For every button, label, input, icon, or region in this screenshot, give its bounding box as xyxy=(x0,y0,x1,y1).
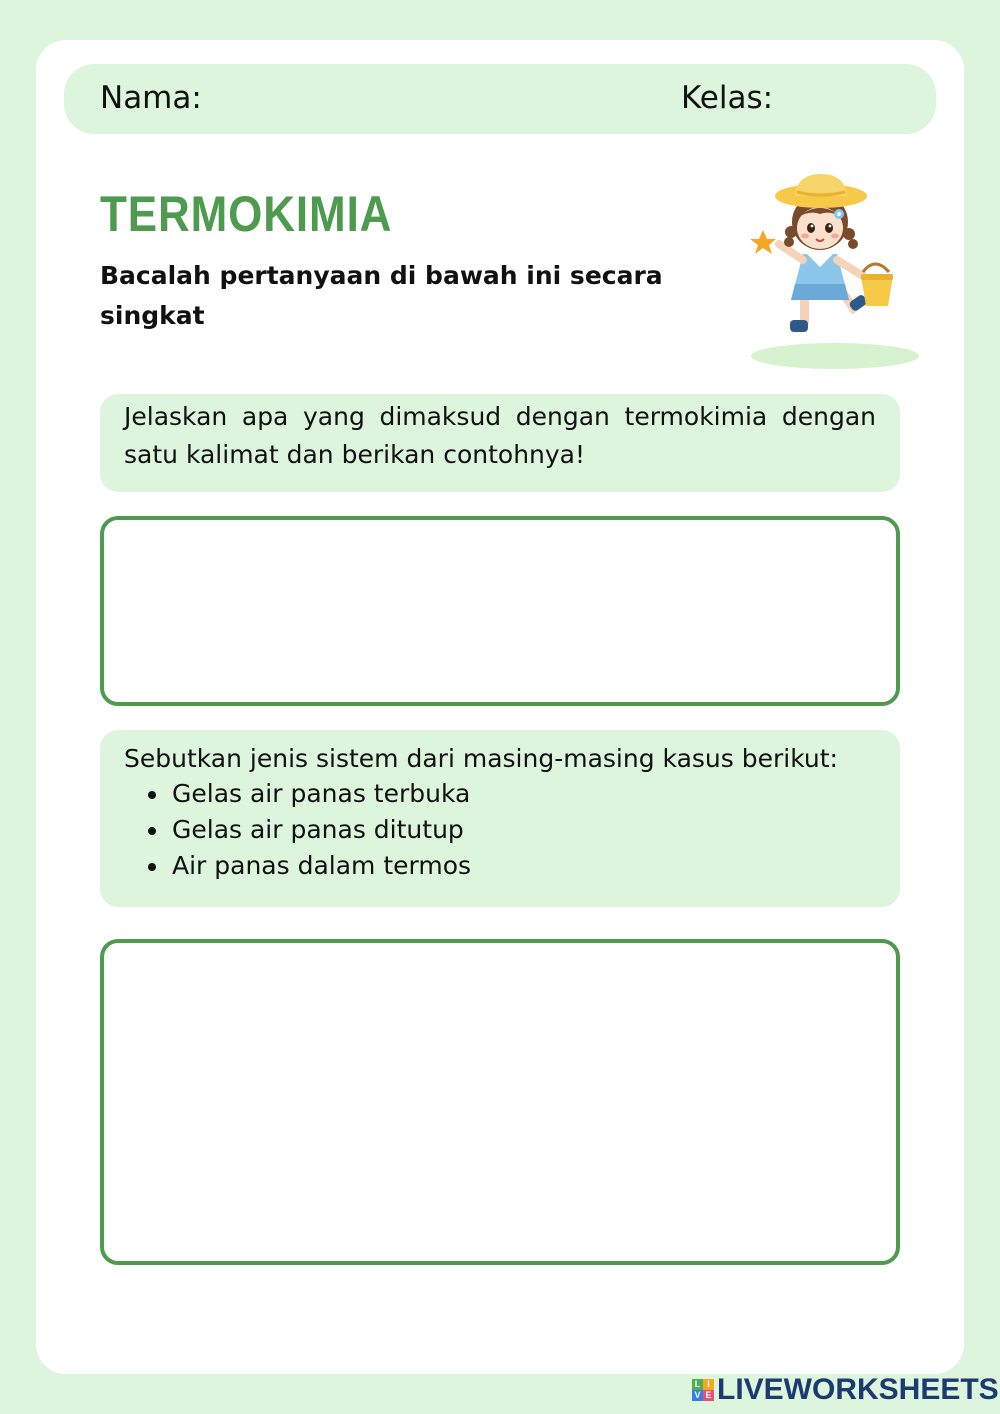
instruction-text: Bacalah pertanyaan di bawah ini secara singkat xyxy=(100,261,663,330)
logo-letter: E xyxy=(703,1390,714,1401)
girl-with-bucket-illustration xyxy=(745,172,925,377)
liveworksheets-logo-icon xyxy=(692,1379,714,1401)
question-2-box xyxy=(100,730,900,907)
question-2-list xyxy=(124,776,876,884)
logo-letter: V xyxy=(692,1390,703,1401)
question-1-text: Jelaskan apa yang dimaksud dengan termokimia dengan satu kalimat dan berikan contohnya! xyxy=(124,402,876,469)
liveworksheets-brand[interactable] xyxy=(692,1373,999,1407)
question-1-box xyxy=(100,394,900,492)
question-2-text: Sebutkan jenis sistem dari masing-masing kasus berikut: xyxy=(124,744,838,773)
name-label: Nama: xyxy=(100,80,202,116)
brand-text: LIVEWORKSHEETS xyxy=(717,1373,999,1406)
worksheet-title: TERMOKIMIA xyxy=(100,186,393,242)
logo-letter: L xyxy=(692,1379,703,1390)
logo-letter: I xyxy=(703,1379,714,1390)
list-item: • Gelas air panas terbuka xyxy=(170,776,876,812)
list-item: • Air panas dalam termos xyxy=(170,848,876,884)
answer-2-field[interactable] xyxy=(100,939,900,1265)
list-item: • Gelas air panas ditutup xyxy=(170,812,876,848)
answer-1-field[interactable] xyxy=(100,516,900,706)
class-label: Kelas: xyxy=(681,80,774,116)
